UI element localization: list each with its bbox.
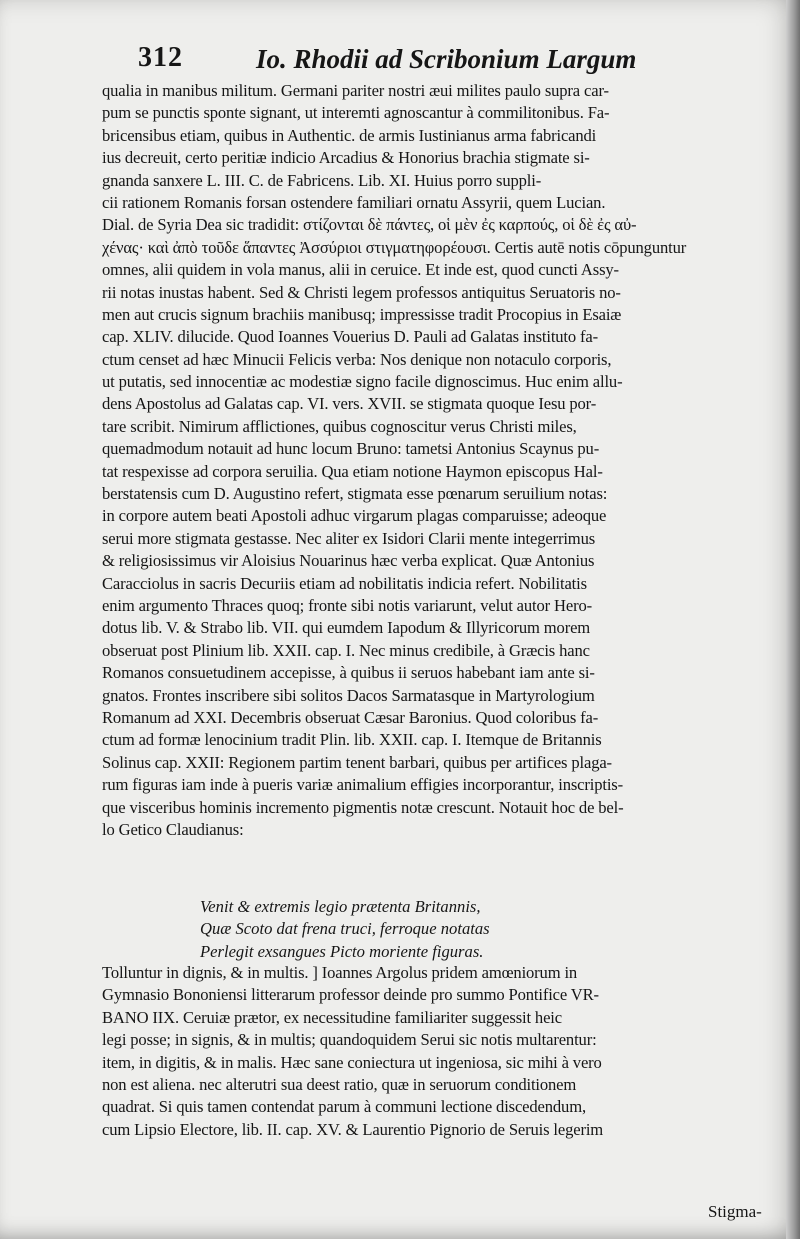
text-line: rii notas inustas habent. Sed & Christi legem professos antiquitus Seruatoris no- — [102, 282, 621, 302]
text-line: cap. XLIV. dilucide. Quod Ioannes Vouerius D. Pauli ad Galatas instituto fa- — [102, 327, 598, 347]
text-line: non est aliena. nec alterutri sua deest ratio, quæ in seruorum conditionem — [102, 1074, 577, 1094]
text-line: qualia in manibus militum. Germani pariter nostri æui milites paulo supra car- — [102, 81, 609, 100]
text-line: tat respexisse ad corpora seruilia. Qua etiam notione Haymon episcopus Hal- — [102, 461, 603, 481]
text-line: men aut crucis signum brachiis manibusq; impressisse tradit Procopius in Esaiæ — [102, 304, 622, 324]
text-line: Romanos consuetudinem accepisse, à quibus ii seruos habebant iam ante si- — [102, 663, 595, 683]
text-line: bricensibus etiam, quibus in Authentic. de armis Iustinianus arma fabricandi — [102, 125, 597, 145]
text-line: BANO IIX. Ceruiæ prætor, ex necessitudine familiariter suggessit heic — [102, 1007, 562, 1027]
catchword: Stigma- — [708, 1202, 762, 1221]
text-line: pum se punctis sponte signant, ut interemti agnoscantur à commilitonibus. Fa- — [102, 103, 610, 123]
text-line: obseruat post Plinium lib. XXII. cap. I. Nec minus credibile, à Græcis hanc — [102, 640, 590, 660]
text-line: que visceribus hominis incremento pigmentis notæ crescunt. Notauit hoc de bel- — [102, 797, 624, 817]
text-line: serui more stigmata gestasse. Nec aliter ex Isidori Clarii mente integerrimus — [102, 528, 596, 548]
text-line: lo Getico Claudianus: — [102, 819, 244, 839]
text-line: cum Lipsio Electore, lib. II. cap. XV. & Laurentio Pignorio de Seruis legerim — [102, 1119, 604, 1139]
text-line: ius decreuit, certo peritiæ indicio Arcadius & Honorius brachia stigmate si- — [102, 148, 590, 168]
text-line: Romanum ad XXI. Decembris obseruat Cæsar Baronius. Quod coloribus fa- — [102, 707, 599, 727]
text-line: gnatos. Frontes inscribere sibi solitos Dacos Sarmatasque in Martyrologium — [102, 685, 595, 705]
running-head: Io. Rhodii ad Scribonium Largum — [256, 44, 637, 74]
text-line: quemadmodum notauit ad hunc locum Bruno: tametsi Antonius Scaynus pu- — [102, 439, 600, 459]
text-line: Caracciolus in sacris Decuriis etiam ad nobilitatis indicia refert. Nobilitatis — [102, 573, 587, 593]
text-line: ut putatis, sed innocentiæ ac modestiæ signo facile dignoscimus. Huc enim allu- — [102, 372, 623, 392]
verse-quotation — [200, 896, 620, 963]
text-line: quadrat. Si quis tamen contendat parum à communi lectione discedendum, — [102, 1097, 586, 1117]
text-line: enim argumento Thraces quoq; fronte sibi notis variarunt, velut autor Hero- — [102, 595, 592, 615]
text-line: legi posse; in signis, & in multis; quandoquidem Serui sic notis multarentur: — [102, 1030, 597, 1050]
text-line: ctum censet ad hæc Minucii Felicis verba: Nos denique non notaculo corporis, — [102, 349, 612, 369]
body-text — [102, 80, 774, 841]
text-line: dens Apostolus ad Galatas cap. VI. vers. XVII. se stigmata quoque Iesu por- — [102, 394, 597, 414]
verse-line: Quæ Scoto dat frena truci, ferroque notatas — [200, 919, 490, 939]
text-line: Tolluntur in dignis, & in multis. ] Ioannes Argolus pridem amœniorum in — [102, 963, 578, 982]
body-text-second-paragraph — [102, 962, 774, 1141]
text-line: gnanda sanxere L. III. C. de Fabricens. Lib. XI. Huius porro suppli- — [102, 170, 542, 190]
page-edge-shadow — [786, 0, 800, 1239]
text-line: berstatensis cum D. Augustino refert, stigmata esse pœnarum seruilium notas: — [102, 484, 608, 504]
text-line: rum figuras iam inde à pueris variæ animalium effigies incorporantur, inscriptis- — [102, 775, 623, 795]
text-line: χένας· καὶ ἀπὸ τοῦδε ἅπαντες Ἀσσύριοι στιγματηφορέουσι. Certis autē notis cōpunguntur — [102, 237, 687, 257]
text-line: omnes, alii quidem in vola manus, alii in ceruice. Et inde est, quod cuncti Assy- — [102, 260, 619, 280]
page-header — [138, 40, 668, 76]
verse-line: Perlegit exsangues Picto moriente figuras. — [200, 941, 484, 961]
text-line: tare scribit. Nimirum afflictiones, quibus cognoscitur verus Christi miles, — [102, 416, 577, 436]
text-line: cii rationem Romanis forsan ostendere familiari ornatu Assyrii, quem Lucian. — [102, 192, 606, 212]
text-line: Solinus cap. XXII: Regionem partim tenent barbari, quibus per artifices plaga- — [102, 752, 612, 772]
text-line: & religiosissimus vir Aloisius Nouarinus hæc verba explicat. Quæ Antonius — [102, 551, 595, 571]
text-line: Gymnasio Bononiensi litterarum professor deinde pro summo Pontifice VR- — [102, 985, 599, 1005]
text-line: in corpore autem beati Apostoli adhuc virgarum plagas comparuisse; adeoque — [102, 506, 607, 526]
verse-line: Venit & extremis legio prætenta Britannis, — [200, 897, 481, 916]
text-line: dotus lib. V. & Strabo lib. VII. qui eumdem Iapodum & Illyricorum morem — [102, 618, 591, 638]
page-number: 312 — [138, 42, 183, 73]
text-line: ctum ad formæ lenocinium tradit Plin. lib. XXII. cap. I. Itemque de Britannis — [102, 730, 602, 750]
text-line: item, in digitis, & in malis. Hæc sane coniectura ut ingeniosa, sic mihi à vero — [102, 1052, 602, 1072]
text-line: Dial. de Syria Dea sic tradidit: στίζονται δὲ πάντες, οἱ μὲν ἐς καρπούς, οἱ δὲ ἐς αὐ- — [102, 215, 637, 235]
